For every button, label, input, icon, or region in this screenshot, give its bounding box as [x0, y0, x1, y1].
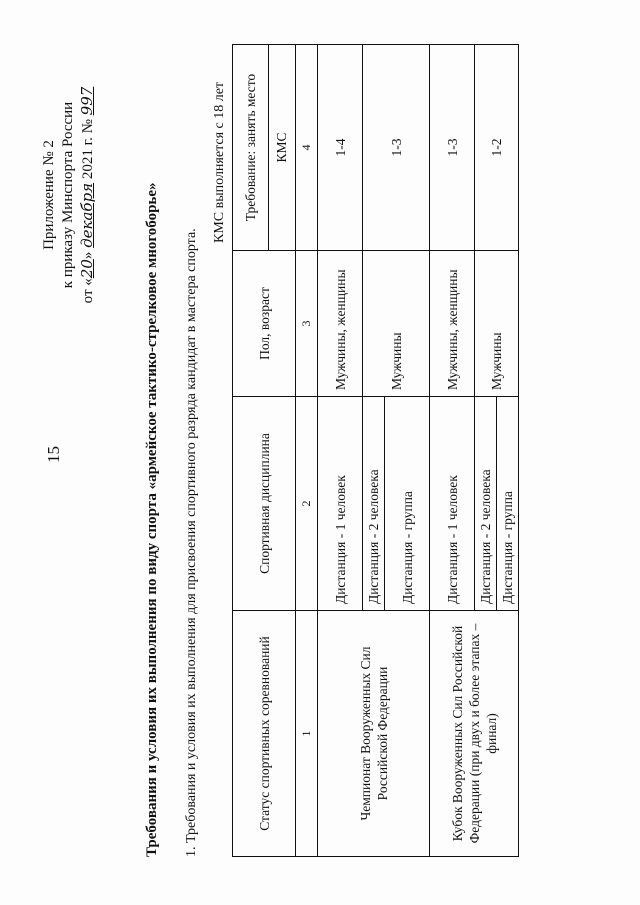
group-1-gender-2: Мужчины [363, 251, 430, 397]
group-1-status: Чемпионат Вооруженных Сил Российской Федерации [318, 611, 430, 857]
section-text: 1. Требования и условия их выполнения для присвоения спортивного разряда кандидат в мастера спорта. [184, 228, 199, 857]
table-row [430, 45, 475, 857]
appendix-line-1: Приложение № 2 [41, 140, 57, 250]
header-discipline: Спортивная дисциплина [233, 397, 296, 611]
col-number-3: 3 [296, 251, 318, 397]
appendix-date-mid: » [80, 247, 96, 260]
appendix-year: 2021 г. № [80, 115, 96, 183]
group-2-discipline-3: Дистанция - группа [497, 397, 519, 611]
col-number-2: 2 [296, 397, 318, 611]
appendix-month: декабря [78, 182, 96, 248]
requirements-table [232, 44, 519, 857]
group-2-gender-1: Мужчины, женщины [430, 251, 475, 397]
table-number-row [296, 45, 318, 857]
group-1-discipline-2: Дистанция - 2 человека [363, 397, 385, 611]
appendix-line-2: к приказу Минспорта России [60, 101, 76, 289]
group-2-gender-2: Мужчины [475, 251, 519, 397]
col-number-4: 4 [296, 45, 318, 251]
table-row [318, 45, 363, 857]
page-number: 15 [44, 446, 63, 463]
appendix-line-3 [78, 45, 98, 345]
appendix-day: 20 [78, 259, 96, 279]
group-2-discipline-2: Дистанция - 2 человека [475, 397, 497, 611]
group-2-place-2: 1-2 [475, 45, 519, 251]
col-number-1: 1 [296, 611, 318, 857]
appendix-order-number: 997 [78, 86, 96, 116]
group-1-discipline-3: Дистанция - группа [385, 397, 430, 611]
appendix-date-prefix: от « [80, 278, 96, 304]
group-1-place-2: 1-3 [363, 45, 430, 251]
appendix-block [40, 45, 98, 345]
document-title: Требования и условия их выполнения по виду спорта «армейское тактико-стрелковое многоборье» [144, 182, 160, 857]
kms-note: КМС выполняется с 18 лет [212, 81, 227, 243]
header-status: Статус спортивных соревнований [233, 611, 296, 857]
table-header-row [233, 45, 269, 857]
group-2-status: Кубок Вооруженных Сил Российской Федерации (при двух и более этапах – финал) [430, 611, 519, 857]
group-1-place-1: 1-4 [318, 45, 363, 251]
group-2-place-1: 1-3 [430, 45, 475, 251]
header-kms: КМС [268, 45, 295, 251]
group-1-gender-1: Мужчины, женщины [318, 251, 363, 397]
group-1-discipline-1: Дистанция - 1 человек [318, 397, 363, 611]
header-gender-age: Пол, возраст [233, 251, 296, 397]
header-requirement: Требование: занять место [233, 45, 269, 251]
group-2-discipline-1: Дистанция - 1 человек [430, 397, 475, 611]
